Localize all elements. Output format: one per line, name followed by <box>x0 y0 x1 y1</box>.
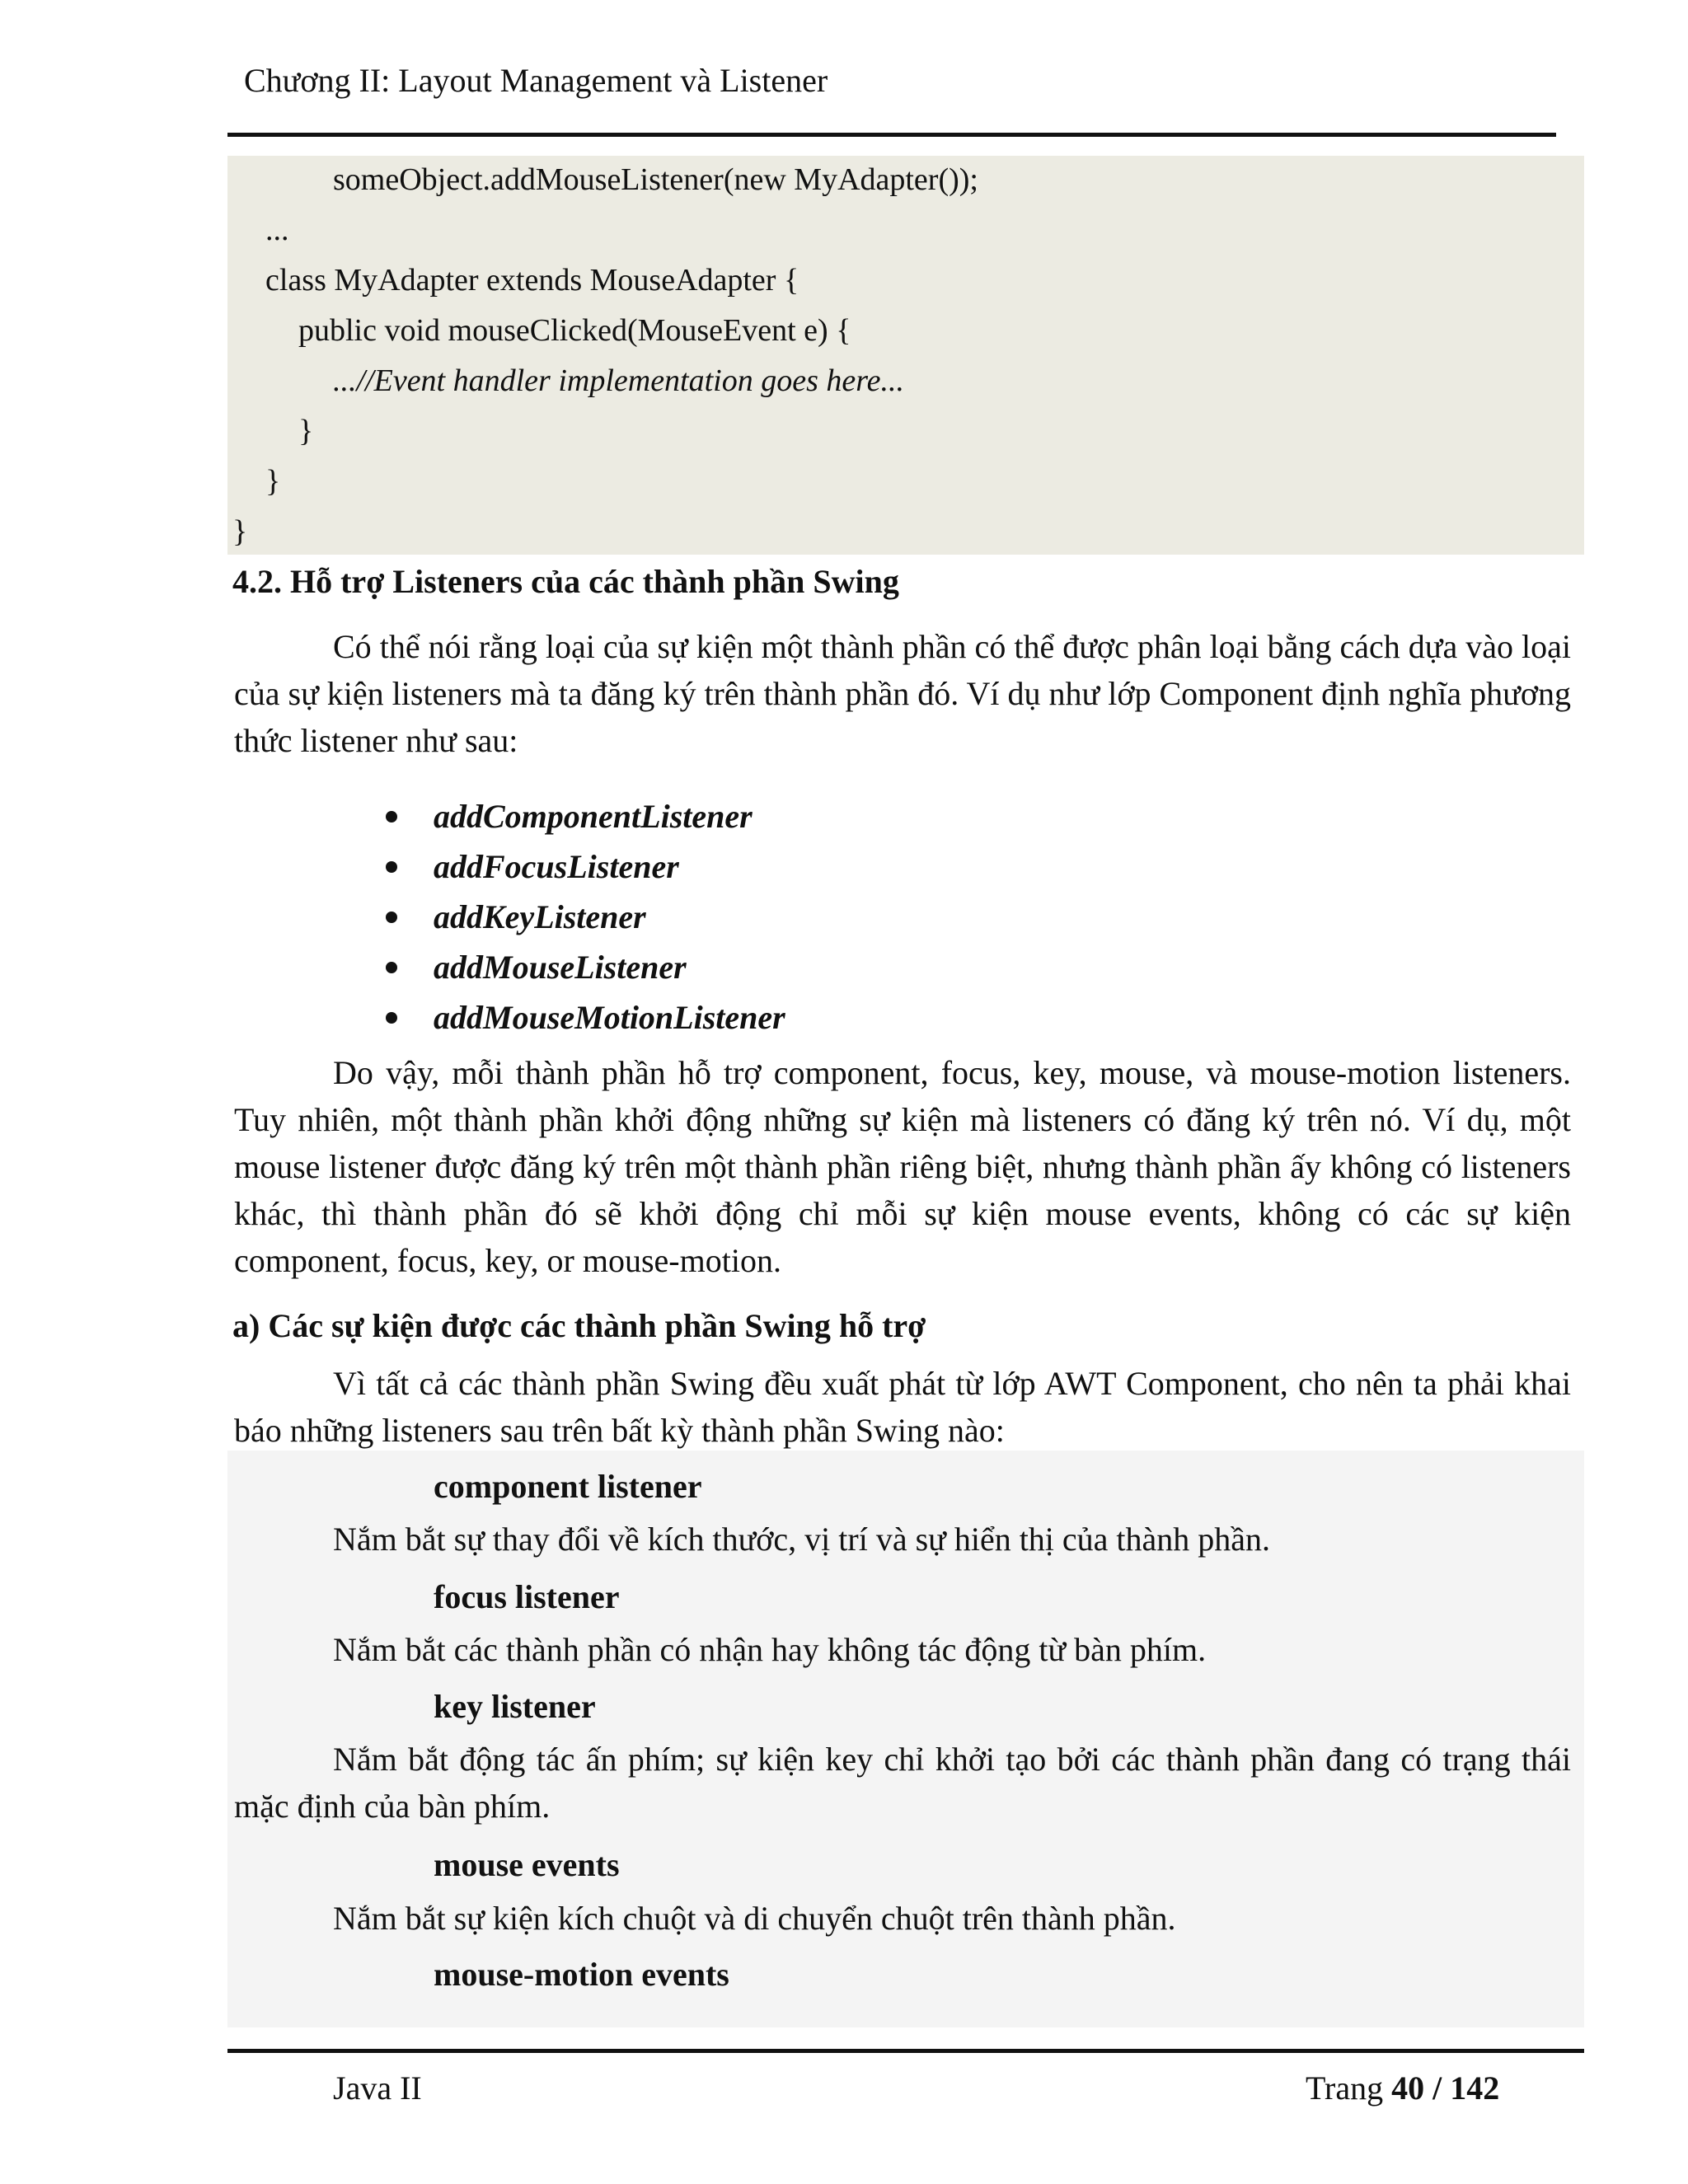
listener-desc-focus: Nắm bắt các thành phần có nhận hay không tác động từ bàn phím. <box>333 1631 1207 1668</box>
section-heading: 4.2. Hỗ trợ Listeners của các thành phần Swing <box>232 563 899 600</box>
list-item: addKeyListener <box>382 892 785 942</box>
paragraph-explanation-text: Do vậy, mỗi thành phần hỗ trợ component, focus, key, mouse, và mouse-motion listeners. Tuy nhiên, một thành phần khởi động những sự kiện mà listeners có đăng ký trên nó. Ví dụ, một mouse listener được đăng ký trên một thành phần riêng biệt, nhưng thành phần ấy không có listeners khác, thì thành phần đó sẽ khởi động chỉ mỗi sự kiện mouse events, không có các sự kiện component, focus, key, or mouse-motion. <box>234 1054 1571 1279</box>
listener-method-list <box>382 791 785 1043</box>
paragraph-swing-intro-text: Vì tất cả các thành phần Swing đều xuất phát từ lớp AWT Component, cho nên ta phải khai báo những listeners sau trên bất kỳ thành phần Swing nào: <box>234 1365 1571 1449</box>
bullet-icon <box>386 962 397 973</box>
list-item: addFocusListener <box>382 841 785 892</box>
listener-name-focus: focus listener <box>434 1578 620 1615</box>
code-line: someObject.addMouseListener(new MyAdapter()); <box>333 162 978 197</box>
listener-name-mouse-motion: mouse-motion events <box>434 1956 729 1993</box>
footer-page-number: Trang 40 / 142 <box>1306 2069 1500 2107</box>
page-header-title: Chương II: Layout Management và Listener <box>244 62 828 99</box>
paragraph-intro <box>234 623 1571 764</box>
listener-name-key: key listener <box>434 1688 596 1725</box>
code-line: } <box>232 514 248 549</box>
code-line: ... <box>265 213 289 247</box>
bullet-icon <box>386 861 397 873</box>
listener-desc-key: Nắm bắt động tác ấn phím; sự kiện key chỉ khởi tạo bởi các thành phần đang có trạng thái mặc định của bàn phím. <box>234 1741 1571 1825</box>
subsection-heading: a) Các sự kiện được các thành phần Swing hỗ trợ <box>232 1307 926 1344</box>
paragraph-swing-intro <box>234 1360 1571 1454</box>
bullet-icon <box>386 1012 397 1024</box>
footer-rule <box>227 2049 1584 2053</box>
code-block <box>227 156 1584 555</box>
bullet-icon <box>386 912 397 923</box>
list-item: addMouseListener <box>382 942 785 992</box>
code-line: public void mouseClicked(MouseEvent e) { <box>298 313 851 348</box>
list-item: addComponentListener <box>382 791 785 841</box>
paragraph-intro-text: Có thể nói rằng loại của sự kiện một thành phần có thể được phân loại bằng cách dựa vào loại của sự kiện listeners mà ta đăng ký trên thành phần đó. Ví dụ như lớp Component định nghĩa phương thức listener như sau: <box>234 628 1571 759</box>
paragraph-explanation <box>234 1049 1571 1284</box>
code-line: ...//Event handler implementation goes here... <box>333 363 904 398</box>
listener-name-component: component listener <box>434 1468 702 1505</box>
header-rule <box>227 133 1556 137</box>
bullet-icon <box>386 811 397 823</box>
code-line: } <box>265 464 281 499</box>
code-line: } <box>298 414 314 448</box>
listener-desc-component: Nắm bắt sự thay đổi về kích thước, vị trí và sự hiển thị của thành phần. <box>333 1521 1271 1558</box>
code-line: class MyAdapter extends MouseAdapter { <box>265 263 799 298</box>
listener-name-mouse: mouse events <box>434 1846 620 1883</box>
footer-course-name: Java II <box>333 2069 422 2107</box>
listener-desc-mouse: Nắm bắt sự kiện kích chuột và di chuyển chuột trên thành phần. <box>333 1900 1176 1937</box>
list-item: addMouseMotionListener <box>382 992 785 1043</box>
